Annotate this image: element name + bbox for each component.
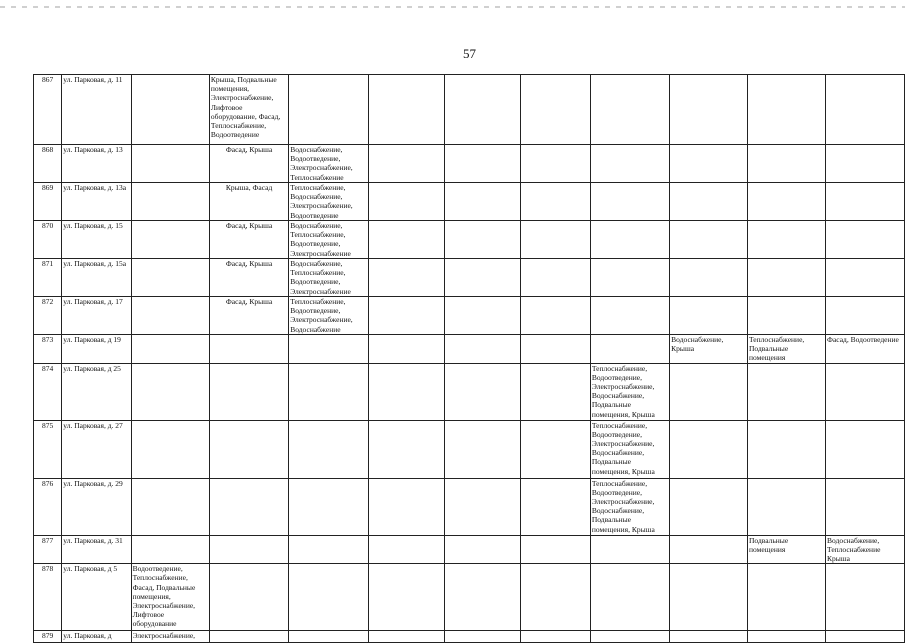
cell-c4 [209, 478, 288, 535]
cell-c4 [209, 335, 288, 364]
cell-c9 [590, 535, 669, 564]
cell-c5 [289, 335, 368, 364]
cell-num: 868 [34, 145, 62, 183]
cell-c11 [748, 564, 826, 631]
cell-c8 [521, 297, 591, 335]
cell-c11 [748, 221, 826, 259]
cell-c3 [131, 535, 209, 564]
cell-c9 [590, 335, 669, 364]
table-row [34, 297, 905, 335]
cell-c7 [444, 420, 520, 478]
cell-c11 [748, 145, 826, 183]
cell-c3 [131, 259, 209, 297]
scan-edge-artifact [0, 6, 905, 8]
cell-c3 [131, 297, 209, 335]
cell-c4 [209, 363, 288, 420]
cell-c7 [444, 478, 520, 535]
cell-c8 [521, 564, 591, 631]
cell-c5 [289, 363, 368, 420]
cell-c12 [826, 297, 905, 335]
table-row [34, 478, 905, 535]
cell-c10 [670, 363, 748, 420]
cell-c5: Водоснабжение, Теплоснабжение, Водоотведение, Электроснабжение [289, 259, 368, 297]
cell-c9 [590, 145, 669, 183]
cell-c5: Водоснабжение, Теплоснабжение, Водоотведение, Электроснабжение [289, 221, 368, 259]
cell-c4: Фасад, Крыша [209, 297, 288, 335]
table-row [34, 631, 905, 643]
cell-c12 [826, 631, 905, 643]
cell-num: 870 [34, 221, 62, 259]
table-row [34, 183, 905, 221]
cell-c6 [368, 420, 444, 478]
cell-addr: ул. Парковая, д. 15 [62, 221, 131, 259]
cell-c12 [826, 183, 905, 221]
cell-c10 [670, 75, 748, 145]
cell-num: 878 [34, 564, 62, 631]
cell-c8 [521, 478, 591, 535]
cell-c9: Теплоснабжение, Водоотведение, Электроснабжение, Водоснабжение, Подвальные помещения, Крыша [590, 363, 669, 420]
cell-c3 [131, 335, 209, 364]
cell-c4 [209, 631, 288, 643]
table-row [34, 145, 905, 183]
cell-c7 [444, 535, 520, 564]
table-row [34, 363, 905, 420]
cell-c12 [826, 564, 905, 631]
cell-c7 [444, 631, 520, 643]
cell-c3 [131, 221, 209, 259]
table-row [34, 420, 905, 478]
cell-addr: ул. Парковая, д. 11 [62, 75, 131, 145]
page-number: 57 [463, 46, 476, 61]
cell-c11 [748, 75, 826, 145]
cell-c12 [826, 363, 905, 420]
cell-c6 [368, 297, 444, 335]
cell-c10 [670, 297, 748, 335]
cell-c10 [670, 183, 748, 221]
cell-c4: Фасад, Крыша [209, 145, 288, 183]
cell-c9: Теплоснабжение, Водоотведение, Электроснабжение, Водоснабжение, Подвальные помещения, Крыша [590, 420, 669, 478]
cell-c11 [748, 478, 826, 535]
cell-c5 [289, 631, 368, 643]
cell-c4 [209, 535, 288, 564]
cell-num: 869 [34, 183, 62, 221]
cell-c3 [131, 478, 209, 535]
table-row [34, 221, 905, 259]
cell-c3: Электроснабжение, [131, 631, 209, 643]
cell-c8 [521, 420, 591, 478]
cell-num: 873 [34, 335, 62, 364]
cell-c11 [748, 363, 826, 420]
cell-c7 [444, 335, 520, 364]
cell-c3 [131, 183, 209, 221]
cell-c7 [444, 183, 520, 221]
cell-c12 [826, 259, 905, 297]
cell-c9 [590, 75, 669, 145]
cell-c11: Теплоснабжение, Подвальные помещения [748, 335, 826, 364]
cell-c12 [826, 145, 905, 183]
cell-c4: Фасад, Крыша [209, 259, 288, 297]
cell-num: 877 [34, 535, 62, 564]
cell-c9 [590, 221, 669, 259]
cell-c7 [444, 75, 520, 145]
cell-c7 [444, 297, 520, 335]
cell-c5 [289, 535, 368, 564]
cell-num: 871 [34, 259, 62, 297]
cell-c6 [368, 75, 444, 145]
cell-c4 [209, 420, 288, 478]
cell-c7 [444, 259, 520, 297]
cell-c9 [590, 259, 669, 297]
cell-num: 874 [34, 363, 62, 420]
cell-c9 [590, 183, 669, 221]
cell-c11 [748, 297, 826, 335]
cell-c11 [748, 420, 826, 478]
cell-c8 [521, 145, 591, 183]
cell-c7 [444, 363, 520, 420]
cell-num: 879 [34, 631, 62, 643]
cell-c8 [521, 535, 591, 564]
cell-c6 [368, 145, 444, 183]
cell-c11 [748, 259, 826, 297]
cell-c10: Водоснабжение, Крыша [670, 335, 748, 364]
cell-c10 [670, 420, 748, 478]
cell-addr: ул. Парковая, д. 13а [62, 183, 131, 221]
table-row [34, 259, 905, 297]
cell-c10 [670, 631, 748, 643]
cell-c5 [289, 564, 368, 631]
cell-addr: ул. Парковая, д. 13 [62, 145, 131, 183]
cell-addr: ул. Парковая, д [62, 631, 131, 643]
cell-c9 [590, 564, 669, 631]
cell-c10 [670, 478, 748, 535]
cell-c8 [521, 631, 591, 643]
cell-c8 [521, 363, 591, 420]
cell-c9 [590, 297, 669, 335]
cell-addr: ул. Парковая, д 5 [62, 564, 131, 631]
cell-c8 [521, 75, 591, 145]
register-table [33, 74, 905, 643]
cell-c5 [289, 420, 368, 478]
cell-addr: ул. Парковая, д. 27 [62, 420, 131, 478]
cell-c7 [444, 145, 520, 183]
cell-c10 [670, 564, 748, 631]
cell-addr: ул. Парковая, д. 15а [62, 259, 131, 297]
cell-c4 [209, 564, 288, 631]
cell-addr: ул. Парковая, д 25 [62, 363, 131, 420]
table-row [34, 564, 905, 631]
cell-num: 876 [34, 478, 62, 535]
cell-addr: ул. Парковая, д. 29 [62, 478, 131, 535]
cell-addr: ул. Парковая, д. 31 [62, 535, 131, 564]
cell-c12 [826, 420, 905, 478]
cell-c4: Крыша, Подвальные помещения, Электроснабжение, Лифтовое оборудование, Фасад, Теплоснабжение, Водоотведение [209, 75, 288, 145]
cell-c4: Крыша, Фасад [209, 183, 288, 221]
cell-c12 [826, 478, 905, 535]
cell-c6 [368, 183, 444, 221]
cell-c5: Теплоснабжение, Водоотведение, Электроснабжение, Водоснабжение [289, 297, 368, 335]
cell-c7 [444, 564, 520, 631]
cell-num: 872 [34, 297, 62, 335]
cell-c8 [521, 335, 591, 364]
cell-c6 [368, 631, 444, 643]
cell-num: 867 [34, 75, 62, 145]
cell-c8 [521, 221, 591, 259]
cell-c6 [368, 363, 444, 420]
cell-c8 [521, 183, 591, 221]
cell-c9: Теплоснабжение, Водоотведение, Электроснабжение, Водоснабжение, Подвальные помещения, Крыша [590, 478, 669, 535]
cell-num: 875 [34, 420, 62, 478]
cell-c5 [289, 75, 368, 145]
cell-c3 [131, 75, 209, 145]
cell-c9 [590, 631, 669, 643]
cell-c5: Водоснабжение, Водоотведение, Электроснабжение, Теплоснабжение [289, 145, 368, 183]
cell-addr: ул. Парковая, д 19 [62, 335, 131, 364]
cell-c3 [131, 145, 209, 183]
table-row [34, 335, 905, 364]
cell-c8 [521, 259, 591, 297]
cell-c6 [368, 564, 444, 631]
cell-c3: Водоотведение, Теплоснабжение, Фасад, Подвальные помещения, Электроснабжение, Лифтовое оборудование [131, 564, 209, 631]
cell-c6 [368, 335, 444, 364]
cell-c10 [670, 535, 748, 564]
cell-c11 [748, 183, 826, 221]
cell-c12 [826, 75, 905, 145]
cell-c10 [670, 259, 748, 297]
cell-c7 [444, 221, 520, 259]
cell-c6 [368, 259, 444, 297]
cell-c12: Водоснабжение, Теплоснабжение Крыша [826, 535, 905, 564]
cell-c6 [368, 221, 444, 259]
cell-c6 [368, 535, 444, 564]
cell-c3 [131, 363, 209, 420]
cell-c12 [826, 221, 905, 259]
cell-c10 [670, 221, 748, 259]
cell-c5: Теплоснабжение, Водоснабжение, Электроснабжение, Водоотведение [289, 183, 368, 221]
table-row [34, 75, 905, 145]
table-row [34, 535, 905, 564]
cell-c12: Фасад, Водоотведение [826, 335, 905, 364]
cell-c11: Подвальные помещения [748, 535, 826, 564]
cell-c4: Фасад, Крыша [209, 221, 288, 259]
cell-addr: ул. Парковая, д. 17 [62, 297, 131, 335]
cell-c10 [670, 145, 748, 183]
cell-c6 [368, 478, 444, 535]
cell-c5 [289, 478, 368, 535]
cell-c3 [131, 420, 209, 478]
cell-c11 [748, 631, 826, 643]
